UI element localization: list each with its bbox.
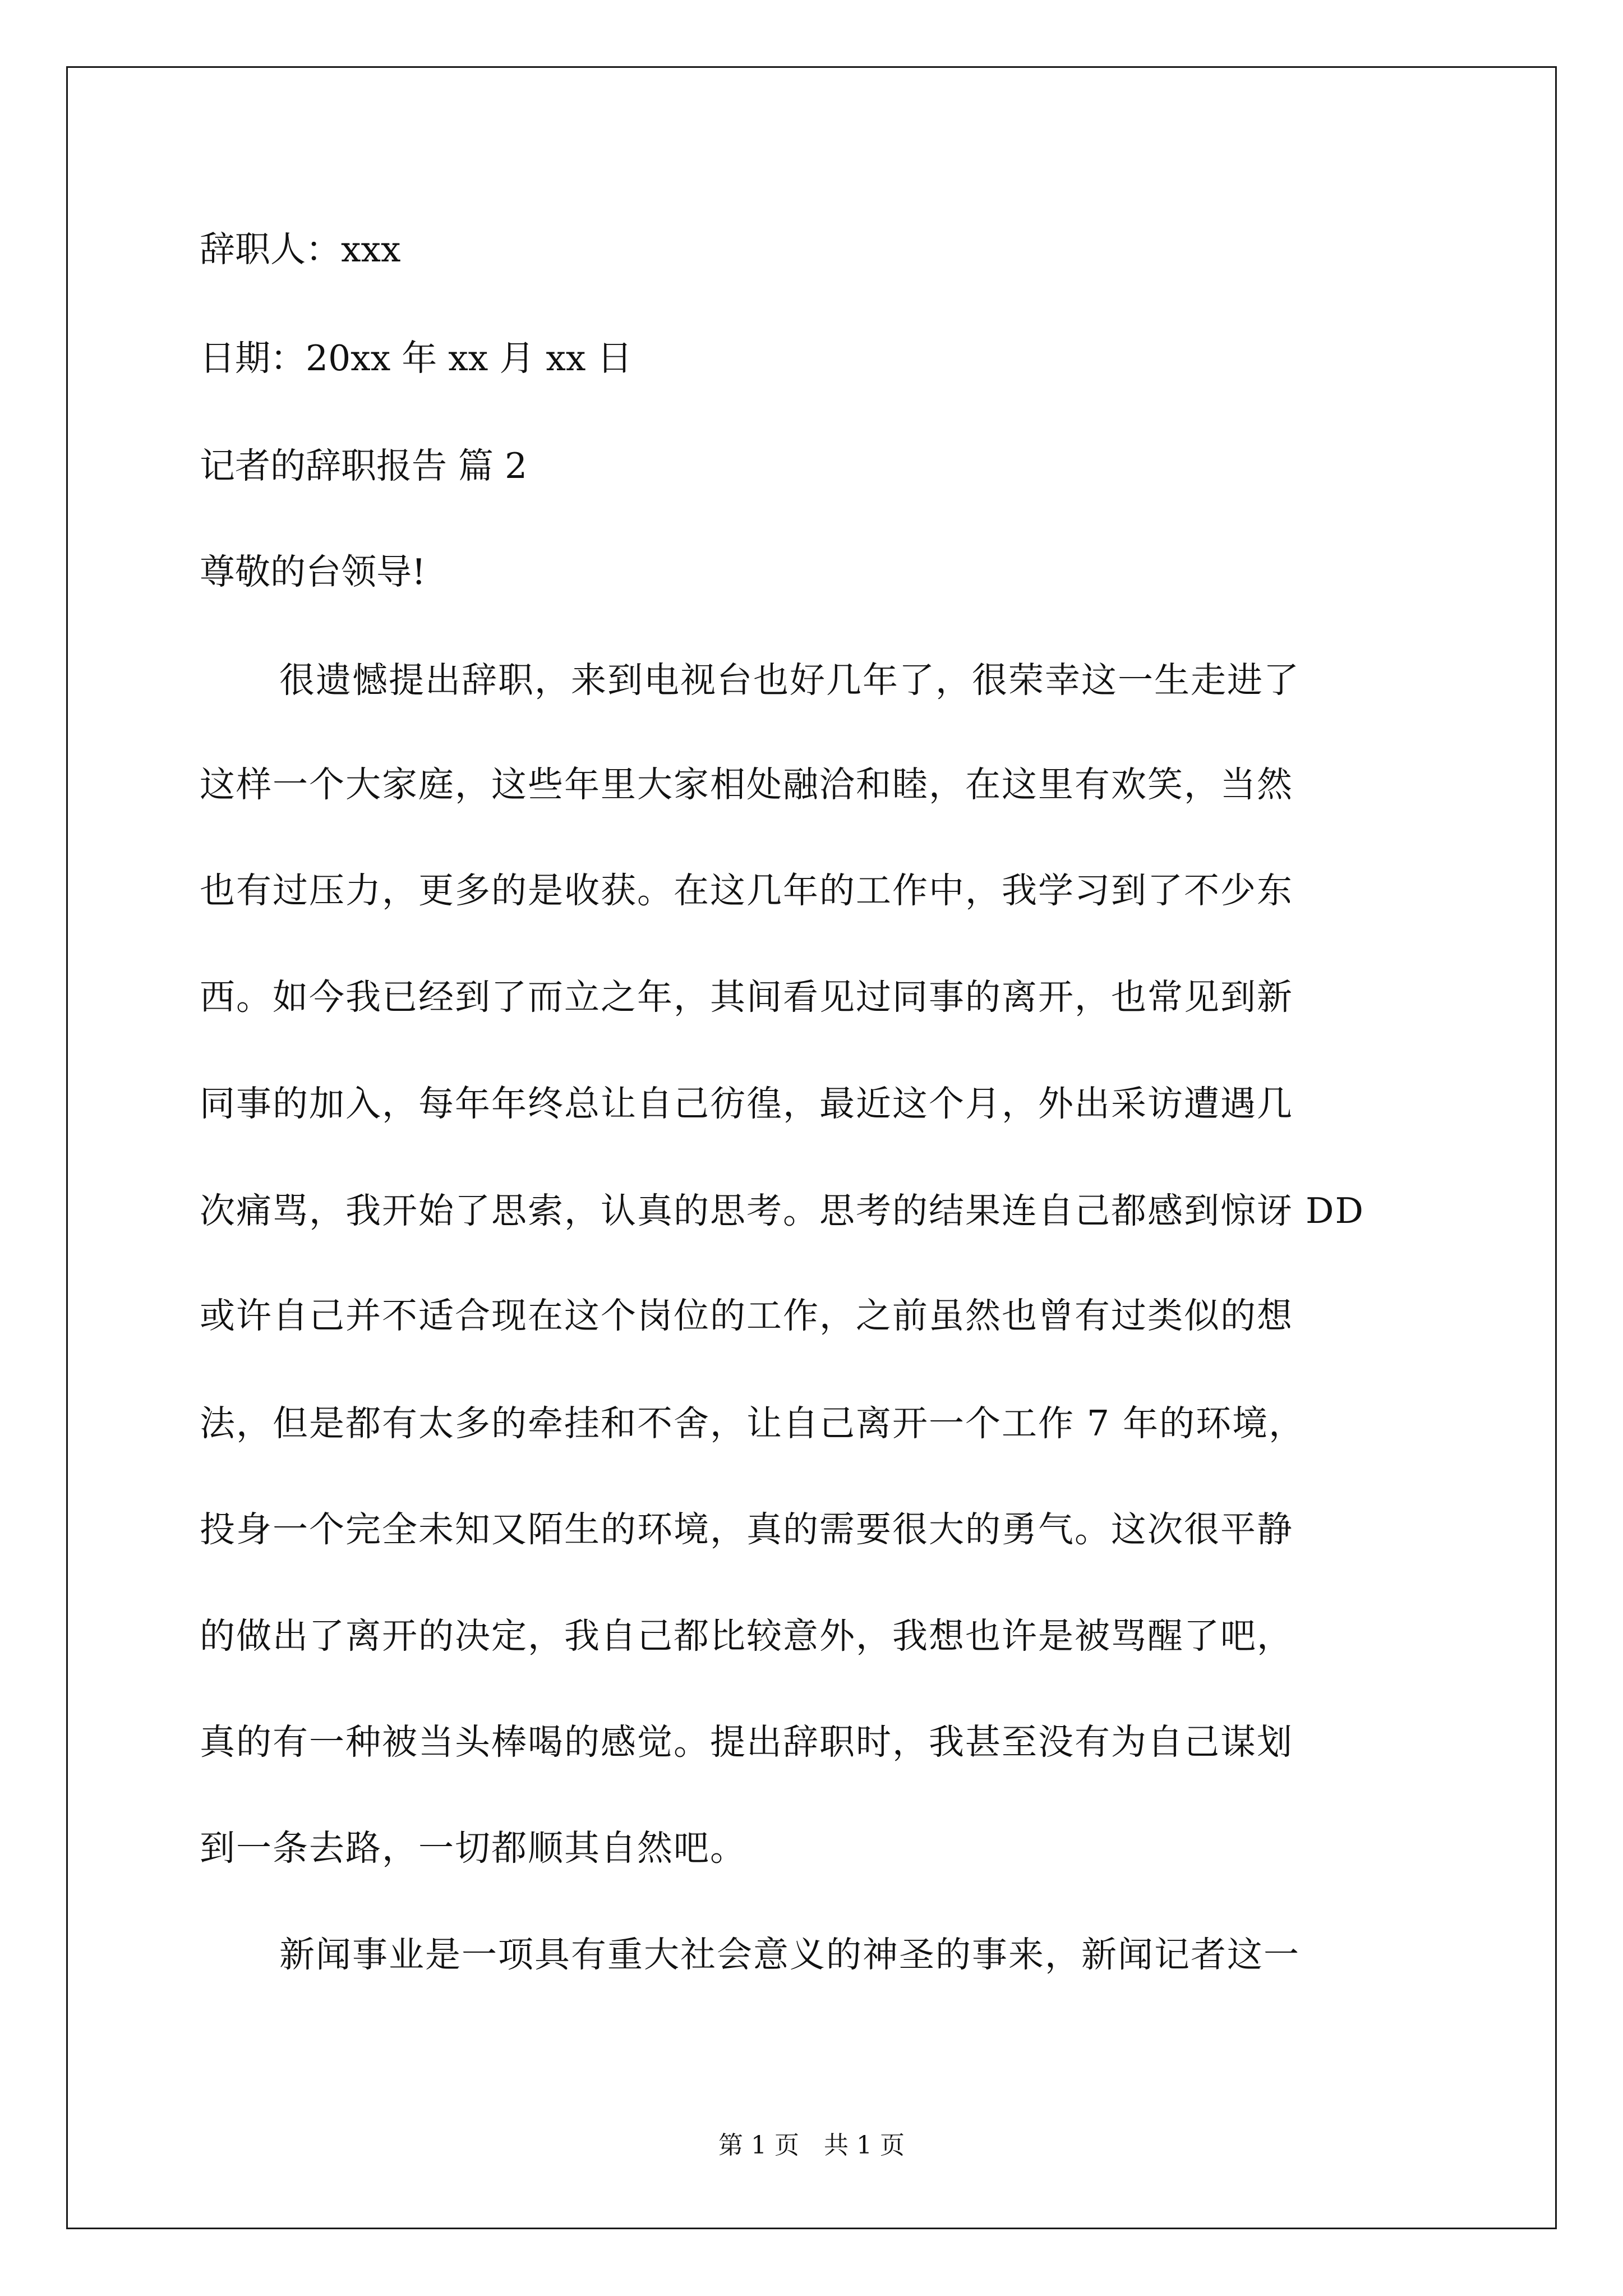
paragraph1-line: 真的有一种被当头棒喝的感觉。提出辞职时，我甚至没有为自己谋划 — [200, 1722, 1293, 1763]
page-footer: 第 1 页 共 1 页 — [718, 2131, 905, 2160]
section-title: 记者的辞职报告 篇 2 — [200, 445, 528, 486]
paragraph1-line: 的做出了离开的决定，我自己都比较意外，我想也许是被骂醒了吧， — [200, 1616, 1293, 1657]
page-border — [66, 66, 1557, 2229]
date-line: 日期：20xx 年 xx 月 xx 日 — [200, 338, 633, 379]
paragraph1-line: 投身一个完全未知又陌生的环境，真的需要很大的勇气。这次很平静 — [200, 1509, 1293, 1550]
paragraph1-line: 到一条去路，一切都顺其自然吧。 — [200, 1828, 746, 1869]
paragraph1-line: 也有过压力，更多的是收获。在这几年的工作中，我学习到了不少东 — [200, 870, 1293, 911]
paragraph2-line: 新闻事业是一项具有重大社会意义的神圣的事来，新闻记者这一 — [279, 1934, 1300, 1975]
paragraph1-line: 或许自己并不适合现在这个岗位的工作，之前虽然也曾有过类似的想 — [200, 1295, 1293, 1336]
paragraph1-line: 很遗憾提出辞职，来到电视台也好几年了，很荣幸这一生走进了 — [279, 660, 1300, 701]
paragraph1-line: 法，但是都有太多的牵挂和不舍，让自己离开一个工作 7 年的环境， — [200, 1403, 1306, 1444]
paragraph1-line: 次痛骂，我开始了思索，认真的思考。思考的结果连自己都感到惊讶 DD — [200, 1190, 1365, 1231]
salutation: 尊敬的台领导! — [200, 551, 426, 592]
paragraph1-line: 同事的加入，每年年终总让自己彷徨，最近这个月，外出采访遭遇几 — [200, 1083, 1293, 1124]
paragraph1-line: 这样一个大家庭，这些年里大家相处融洽和睦，在这里有欢笑，当然 — [200, 764, 1293, 805]
resigner-line: 辞职人：xxx — [200, 229, 401, 270]
paragraph1-line: 西。如今我已经到了而立之年，其间看见过同事的离开，也常见到新 — [200, 977, 1293, 1018]
